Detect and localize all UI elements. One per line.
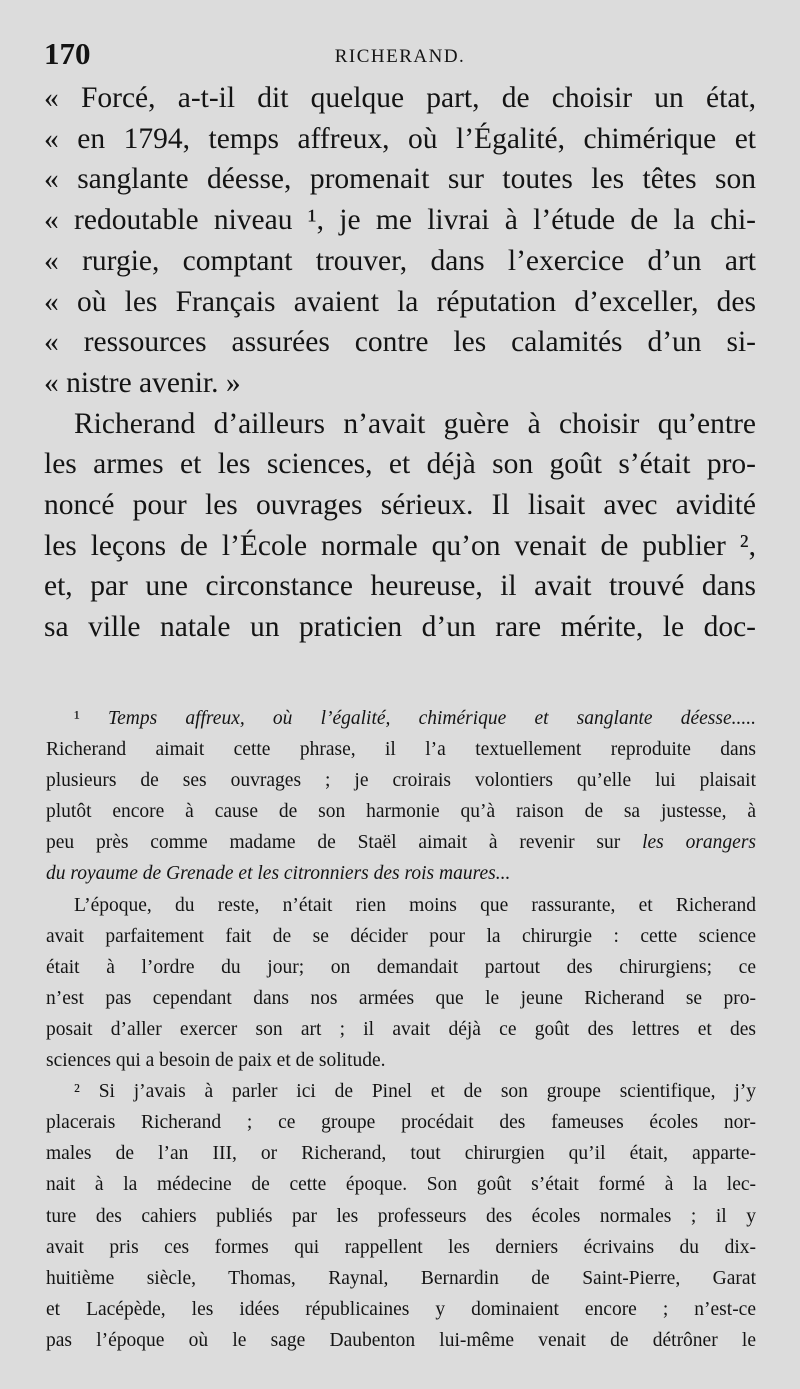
footnote-italic-text: les orangers xyxy=(642,832,757,854)
footnote-line: avait parfaitement fait de se décider pour la chirurgie : cette science xyxy=(46,925,756,947)
footnote-line: placerais Richerand ; ce groupe procédait des fameuses écoles nor- xyxy=(46,1112,756,1134)
footnote-line: nait à la médecine de cette époque. Son goût s’était formé à la lec- xyxy=(46,1174,756,1196)
text-line: noncé pour les ouvrages sérieux. Il lisait avec avidité xyxy=(44,489,756,522)
text-line: « redoutable niveau ¹, je me livrai à l’étude de la chi- xyxy=(44,204,756,237)
footnotes xyxy=(46,703,756,1356)
text-line: « ressources assurées contre les calamités d’un si- xyxy=(44,326,756,359)
footnote-line: plusieurs de ses ouvrages ; je croirais volontiers qu’elle lui plaisait xyxy=(46,770,756,792)
text-line: « en 1794, temps affreux, où l’Égalité, chimérique et xyxy=(44,122,756,155)
footnote-marker-2: ² xyxy=(74,1081,80,1103)
footnote-line: males de l’an III, or Richerand, tout chirurgien qu’il était, apparte- xyxy=(46,1143,756,1165)
footnote-line: plutôt encore à cause de son harmonie qu’à raison de sa justesse, à xyxy=(46,801,756,823)
text-line: « rurgie, comptant trouver, dans l’exercice d’un art xyxy=(44,244,756,277)
footnote-line: n’est pas cependant dans nos armées que le jeune Richerand se pro- xyxy=(46,987,756,1009)
footnote-line: huitième siècle, Thomas, Raynal, Bernardin de Saint-Pierre, Garat xyxy=(46,1267,756,1289)
page-header xyxy=(44,36,756,76)
running-head: RICHERAND. xyxy=(334,46,466,67)
footnote-roman-text: peu près comme madame de Staël aimait à revenir sur xyxy=(46,832,621,854)
footnote-line: était à l’ordre du jour; on demandait partout des chirurgiens; ce xyxy=(46,956,756,978)
page-number: 170 xyxy=(44,36,91,71)
footnote-line: L’époque, du reste, n’était rien moins que rassurante, et Richerand xyxy=(74,894,756,916)
footnote-line: Richerand aimait cette phrase, il l’a textuellement reproduite dans xyxy=(46,739,756,761)
footnote-line: posait d’aller exercer son art ; il avait déjà ce goût des lettres et des xyxy=(46,1018,756,1040)
text-line: et, par une circonstance heureuse, il avait trouvé dans xyxy=(44,570,756,603)
footnote-1-italic-lead: Temps affreux, où l’égalité, chimérique et sanglante déesse..... xyxy=(108,708,756,729)
text-line: sa ville natale un praticien d’un rare mérite, le doc- xyxy=(44,611,756,644)
footnote-line: pas l’époque où le sage Daubenton lui-même venait de détrôner le xyxy=(46,1329,756,1351)
text-line: « sanglante déesse, promenait sur toutes les têtes son xyxy=(44,163,756,196)
text-line: « où les Français avaient la réputation d’exceller, des xyxy=(44,285,756,318)
footnote-mixed-line xyxy=(46,827,756,858)
text-line: Richerand d’ailleurs n’avait guère à choisir qu’entre xyxy=(74,407,756,440)
footnote-line: avait pris ces formes qui rappellent les derniers écrivains du dix- xyxy=(46,1236,756,1258)
footnote-line: ture des cahiers publiés par les professeurs des écoles normales ; il y xyxy=(46,1205,756,1227)
text-line: « nistre avenir. » xyxy=(44,366,241,399)
footnote-marker-1: ¹ xyxy=(74,708,80,729)
text-line: les armes et les sciences, et déjà son goût s’était pro- xyxy=(44,448,756,481)
footnote-1-first-line xyxy=(46,703,756,734)
text-line: les leçons de l’École normale qu’on venait de publier ², xyxy=(44,529,756,562)
footnote-line: et Lacépède, les idées républicaines y dominaient encore ; n’est-ce xyxy=(46,1298,756,1320)
footnote-2-first-text: Si j’avais à parler ici de Pinel et de son groupe scientifique, j’y xyxy=(98,1081,757,1103)
footnote-line: sciences qui a besoin de paix et de solitude. xyxy=(46,1050,386,1072)
text-line: « Forcé, a-t-il dit quelque part, de choisir un état, xyxy=(44,82,756,114)
footnote-2-first-line xyxy=(46,1076,756,1107)
footnote-italic-tail: du royaume de Grenade et les citronniers des rois maures... xyxy=(46,863,511,885)
main-text xyxy=(44,78,756,648)
